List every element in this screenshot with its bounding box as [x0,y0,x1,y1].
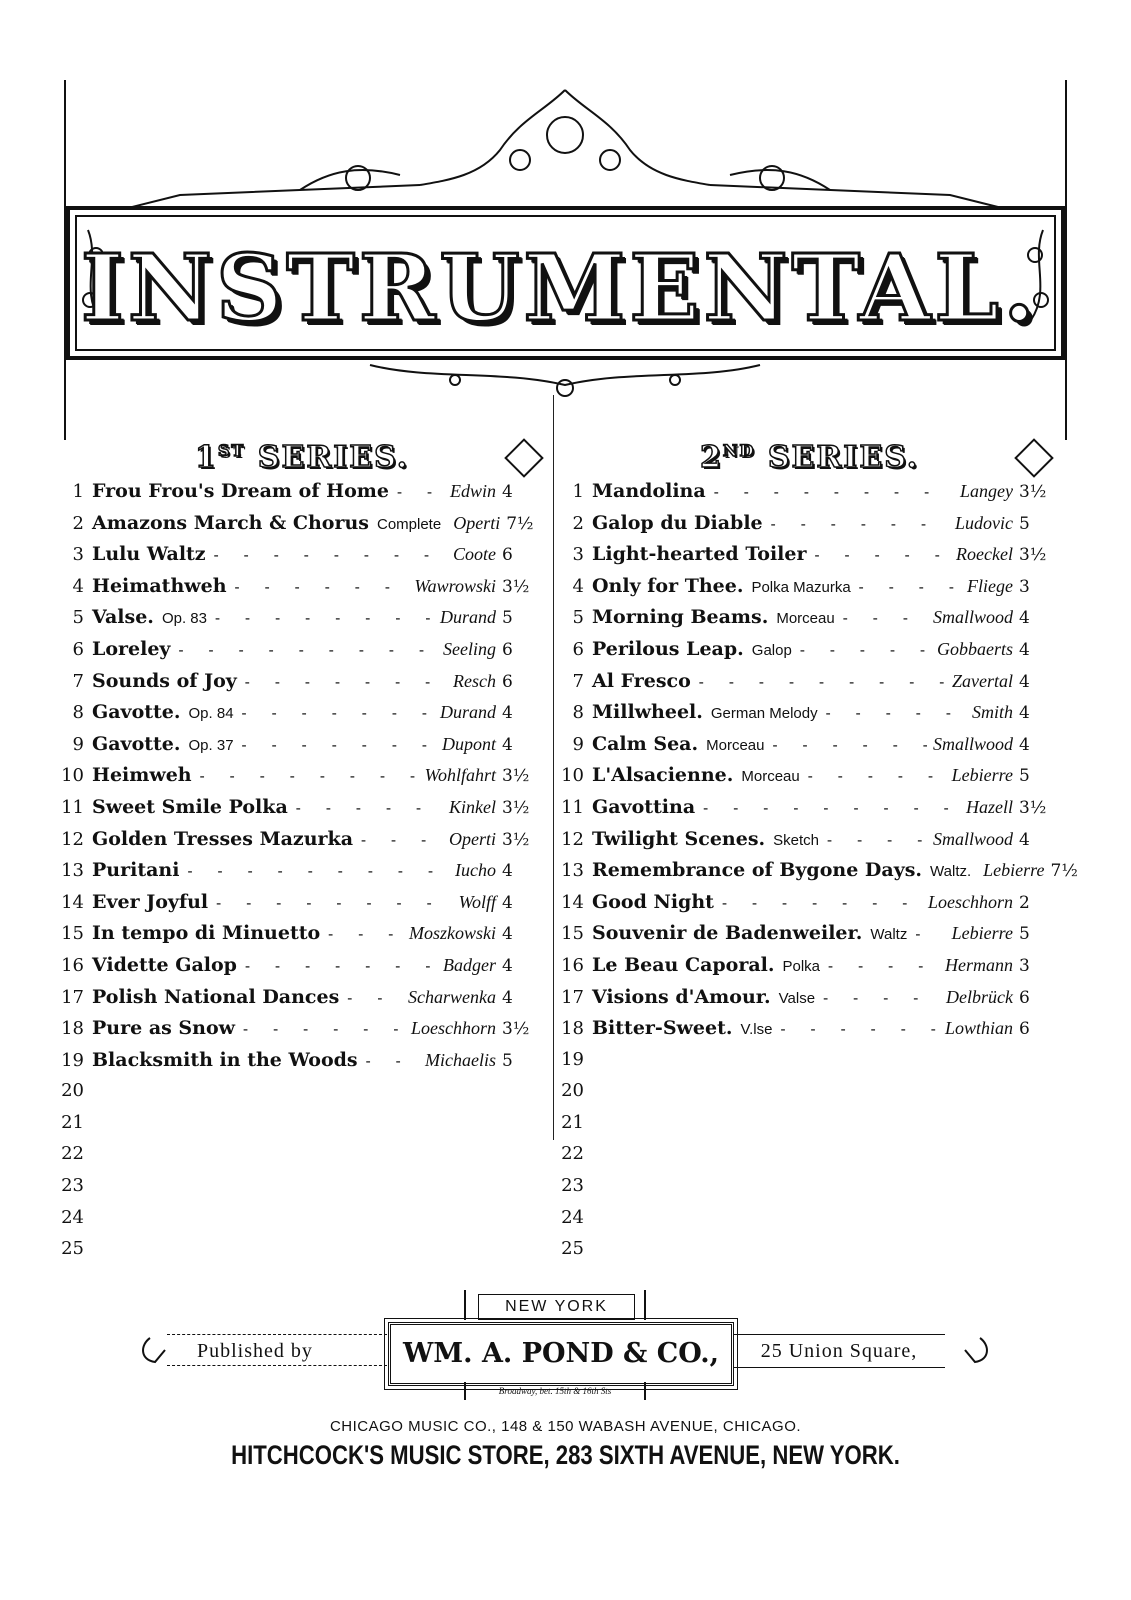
item-composer: Durand [439,702,496,723]
item-composer: Loeschhorn [928,891,1013,912]
item-title: Puritani [92,859,180,882]
item-price: 6 [1019,987,1030,1008]
item-subtitle: Op. 83 [161,610,207,628]
item-number: 4 [72,575,84,597]
leader-dots [770,736,927,754]
list-item [50,1143,528,1175]
item-subtitle: Galop [751,641,792,659]
item-title: Galop du Diable [592,511,763,534]
item-number: 4 [572,575,584,597]
item-number: 15 [61,923,84,945]
item-title: Millwheel. [592,701,703,724]
item-price: 2 [1019,892,1030,913]
item-price: 5 [1019,766,1030,787]
list-item [50,828,528,860]
item-number: 19 [561,1048,584,1070]
leader-dots [233,578,409,596]
item-price: 4 [502,861,513,882]
item-price: 4 [502,924,513,945]
item-price: 3½ [1019,545,1047,566]
item-price: 3 [1019,576,1030,597]
item-number: 3 [72,544,84,566]
item-number: 13 [561,860,584,882]
list-item [50,1238,528,1270]
item-composer: Moszkowski [409,923,496,944]
leader-dots [345,989,402,1007]
leader-dots [825,831,927,849]
list-item [550,606,1045,638]
leader-dots [240,704,434,722]
item-number: 12 [61,828,84,850]
item-composer: Operti [449,828,496,849]
item-number: 6 [72,638,84,660]
item-number: 11 [61,796,84,818]
leader-dots [214,894,452,912]
item-number: 10 [561,765,584,787]
item-price: 4 [502,703,513,724]
item-price: 5 [1019,513,1030,534]
item-title: Morning Beams. [592,606,769,629]
item-composer: Smith [971,702,1013,723]
item-number: 13 [61,860,84,882]
list-item [50,638,528,670]
item-number: 10 [61,765,84,787]
list-item [550,1049,1045,1081]
item-title: Sounds of Joy [92,669,237,692]
item-number: 20 [61,1080,84,1102]
leader-dots [326,925,403,943]
leader-dots [212,546,447,564]
leader-dots [243,957,437,975]
item-subtitle: Op. 84 [188,705,234,723]
leader-dots [712,483,954,501]
item-price: 4 [502,892,513,913]
item-number: 24 [61,1206,84,1228]
item-composer: Gobbaerts [937,638,1013,659]
item-price: 4 [1019,671,1030,692]
item-number: 8 [572,702,584,724]
page-title: INSTRUMENTAL. [80,234,1040,342]
item-number: 22 [61,1143,84,1165]
item-number: 18 [61,1018,84,1040]
item-title: Polish National Dances [92,985,340,1008]
item-price: 4 [1019,608,1030,629]
item-number: 7 [72,670,84,692]
leader-dots [701,799,960,817]
list-item [550,1207,1045,1239]
item-title: Bitter-Sweet. [592,1017,733,1040]
series1-heading [195,440,409,475]
item-price: 7½ [506,513,534,534]
list-item [550,670,1045,702]
item-price: 3 [1019,955,1030,976]
item-subtitle: Waltz. [930,863,972,881]
item-title: Amazons March & Chorus [92,511,369,534]
item-title: Ever Joyful [92,890,209,913]
item-subtitle: V.lse [740,1021,773,1039]
item-composer: Lebierre [983,860,1045,881]
series2-heading-number: 2 [700,440,723,475]
leader-dots [720,894,922,912]
item-title: Gavotte. [92,732,181,755]
list-item [550,733,1045,765]
item-title: Frou Frou's Dream of Home [92,480,389,502]
item-number: 23 [61,1175,84,1197]
leader-dots [185,862,449,880]
item-number: 24 [561,1206,584,1228]
leader-dots [913,925,945,943]
leader-dots [806,767,946,785]
item-number: 17 [561,986,584,1008]
item-composer: Fliege [967,575,1013,596]
item-composer: Smallwood [932,733,1013,754]
item-number: 16 [561,954,584,976]
list-item [50,1175,528,1207]
list-item [550,1238,1045,1270]
list-item [50,543,528,575]
list-item [50,670,528,702]
item-number: 25 [561,1238,584,1260]
item-title: Valse. [92,606,154,629]
list-item [550,1175,1045,1207]
list-item [50,1049,528,1081]
list-item [50,764,528,796]
list-item [550,764,1045,796]
item-number: 21 [561,1111,584,1133]
item-composer: Smallwood [932,607,1013,628]
item-price: 3½ [502,797,530,818]
item-subtitle: Complete [377,515,442,533]
item-price: 3½ [502,576,530,597]
item-number: 2 [72,512,84,534]
leader-dots [198,767,419,785]
list-item [550,986,1045,1018]
item-title: Golden Tresses Mazurka [92,827,353,850]
item-price: 5 [502,608,513,629]
item-number: 17 [61,986,84,1008]
list-item [50,1207,528,1239]
item-price: 6 [1019,1019,1030,1040]
list-item [550,1112,1045,1144]
item-title: Pure as Snow [92,1017,236,1040]
item-title: Good Night [592,890,714,913]
list-item [50,1112,528,1144]
list-item [50,796,528,828]
leader-dots [240,736,436,754]
item-composer: Kinkel [449,796,496,817]
series1-heading-number: 1 [195,440,218,475]
item-number: 2 [572,512,584,534]
item-subtitle: Morceau [706,736,765,754]
item-composer: Durand [439,607,496,628]
item-subtitle: Sketch [773,831,820,849]
item-composer: Badger [443,954,496,975]
item-price: 4 [1019,734,1030,755]
item-composer: Delbrück [946,986,1013,1007]
item-title: Only for Thee. [592,574,744,597]
item-composer: Operti [453,512,501,533]
item-price: 4 [1019,703,1030,724]
list-item [50,954,528,986]
item-number: 7 [572,670,584,692]
item-number: 8 [72,702,84,724]
item-subtitle: Waltz [870,926,908,944]
item-title: Perilous Leap. [592,637,744,660]
leader-dots [395,483,444,501]
list-item [550,543,1045,575]
item-number: 20 [561,1080,584,1102]
list-item [50,891,528,923]
item-number: 25 [61,1238,84,1260]
item-composer: Wolff [458,891,496,912]
list-item [50,575,528,607]
item-subtitle: Morceau [776,610,835,628]
list-item [550,1143,1045,1175]
item-composer: Edwin [449,481,496,501]
item-title: Visions d'Amour. [592,985,771,1008]
item-composer: Wawrowski [414,575,496,596]
leader-dots [841,609,927,627]
item-title: Al Fresco [592,669,691,692]
leader-dots [213,609,434,627]
item-subtitle: Valse [778,989,816,1007]
item-number: 3 [572,544,584,566]
list-item [50,480,528,512]
item-title: Vidette Galop [92,953,237,976]
city-label: NEW YORK [478,1294,635,1320]
list-item [50,1017,528,1049]
list-item [550,828,1045,860]
leader-dots [826,957,939,975]
item-title: Calm Sea. [592,732,699,755]
item-number: 6 [572,638,584,660]
item-number: 12 [561,828,584,850]
chicago-agent-line: CHICAGO MUSIC CO., 148 & 150 WABASH AVENUE, CHICAGO. [329,1418,802,1435]
hitchcock-agent-line: HITCHCOCK'S MUSIC STORE, 283 SIXTH AVENUE, NEW YORK. [231,1440,900,1470]
item-title: Remembrance of Bygone Days. [592,859,923,882]
list-item [50,986,528,1018]
series1-heading-word: SERIES. [257,440,410,475]
item-title: Le Beau Caporal. [592,953,775,976]
list-item [50,511,534,544]
series2-heading-word: SERIES. [767,440,920,475]
item-number: 19 [61,1049,84,1071]
item-number: 5 [572,607,584,629]
item-number: 16 [61,954,84,976]
item-title: In tempo di Minuetto [92,922,321,945]
list-item [550,796,1045,828]
item-composer: Scharwenka [408,986,496,1007]
item-number: 1 [572,481,584,502]
list-item [550,512,1045,544]
leader-dots [364,1052,419,1070]
item-number: 11 [561,796,584,818]
item-number: 23 [561,1175,584,1197]
list-item [550,575,1045,607]
broadway-address: Broadway, bet. 15th & 16th Sts [498,1386,612,1396]
list-item [550,480,1045,512]
item-price: 4 [502,482,513,502]
list-item [550,891,1045,923]
item-number: 9 [72,733,84,755]
item-price: 3½ [502,1019,530,1040]
item-title: Mandolina [592,480,706,502]
item-composer: Ludovic [955,512,1013,533]
list-item [550,859,1078,891]
leader-dots [241,1020,405,1038]
list-item [550,1017,1045,1049]
leader-dots [769,515,949,533]
item-number: 5 [72,607,84,629]
item-price: 5 [502,1050,513,1071]
item-subtitle: Polka [782,957,821,975]
item-subtitle: Op. 37 [188,736,234,754]
item-composer: Michaelis [425,1049,496,1070]
item-price: 7½ [1050,861,1078,882]
item-price: 4 [502,955,513,976]
item-price: 4 [1019,639,1030,660]
item-title: Gavotte. [92,701,181,724]
item-composer: Langey [960,481,1013,501]
item-number: 1 [72,481,84,502]
item-subtitle: Morceau [741,768,800,786]
leader-dots [697,673,946,691]
item-number: 15 [561,923,584,945]
item-composer: Loeschhorn [411,1018,496,1039]
series2-heading [700,440,919,475]
leader-dots [359,831,443,849]
leader-dots [778,1020,939,1038]
item-composer: Dupont [442,733,496,754]
item-price: 6 [502,545,513,566]
item-title: Sweet Smile Polka [92,795,288,818]
item-price: 3½ [502,829,530,850]
item-price: 3½ [1019,797,1047,818]
list-item [50,606,528,638]
item-composer: Zavertal [952,670,1013,691]
item-subtitle: Polka Mazurka [751,578,851,596]
list-item [550,1080,1045,1112]
item-price: 3½ [1019,482,1047,502]
list-item [550,954,1045,986]
item-price: 5 [1019,924,1030,945]
leader-dots [294,799,443,817]
series1-heading-suffix: ST [217,441,246,460]
item-title: Blacksmith in the Woods [92,1048,358,1071]
item-composer: Lebierre [951,923,1013,944]
item-composer: Smallwood [932,828,1013,849]
publisher-address: 25 Union Square, [733,1334,945,1368]
leader-dots [243,673,447,691]
list-item [50,859,528,891]
item-title: L'Alsacienne. [592,764,734,787]
list-item [550,701,1045,733]
series1-list [50,480,534,1270]
item-number: 18 [561,1018,584,1040]
publisher-name: WM. A. POND & CO., [388,1322,734,1386]
leader-dots [821,989,940,1007]
item-composer: Iucho [455,860,496,881]
leader-dots [176,641,437,659]
item-number: 22 [561,1143,584,1165]
item-price: 3½ [502,766,530,787]
list-item [50,922,528,954]
item-price: 4 [502,987,513,1008]
list-item [50,1080,528,1112]
item-composer: Roeckel [956,544,1013,565]
item-composer: Wohlfahrt [424,765,496,786]
item-number: 14 [561,891,584,913]
item-price: 4 [1019,829,1030,850]
leader-dots [798,641,931,659]
item-price: 6 [502,671,513,692]
list-item [550,922,1045,954]
list-item [50,733,528,765]
item-composer: Lowthian [944,1018,1013,1039]
series2-heading-suffix: ND [722,441,756,460]
item-composer: Resch [453,670,496,691]
item-title: Lulu Waltz [92,543,206,566]
item-title: Heimathweh [92,574,227,597]
item-composer: Seeling [443,638,496,659]
leader-dots [813,546,951,564]
item-title: Light-hearted Toiler [592,543,807,566]
item-composer: Hermann [945,954,1013,975]
item-composer: Lebierre [951,765,1013,786]
leader-dots [857,578,961,596]
item-composer: Hazell [966,796,1013,817]
item-composer: Coote [453,544,496,565]
published-by-label: Published by [167,1334,387,1366]
item-title: Loreley [92,637,171,660]
list-item [550,638,1045,670]
item-title: Gavottina [592,795,696,818]
leader-dots [824,704,966,722]
item-number: 21 [61,1111,84,1133]
series2-list [550,480,1078,1270]
item-title: Twilight Scenes. [592,827,766,850]
list-item [50,701,528,733]
item-title: Souvenir de Badenweiler. [592,922,863,945]
item-number: 14 [61,891,84,913]
item-number: 9 [572,733,584,755]
banner [75,218,1045,358]
item-price: 4 [502,734,513,755]
item-price: 6 [502,639,513,660]
item-subtitle: German Melody [710,705,818,723]
item-title: Heimweh [92,764,192,787]
